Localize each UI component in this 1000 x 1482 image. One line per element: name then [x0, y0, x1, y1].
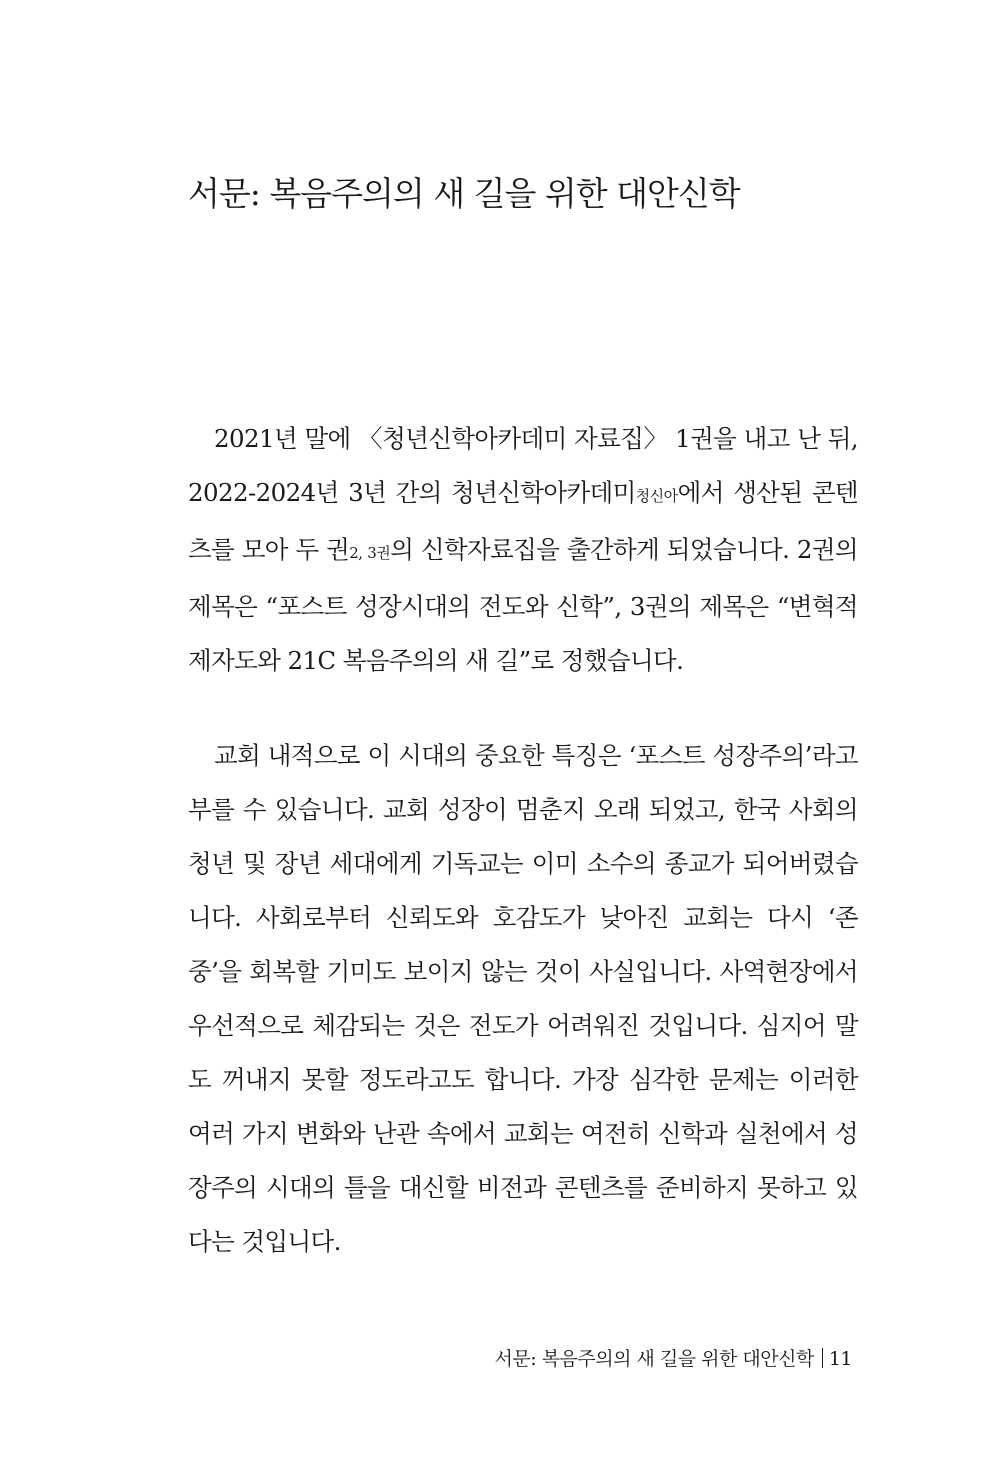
paragraph-2: 교회 내적으로 이 시대의 중요한 특징은 ‘포스트 성장주의’라고 부를 수 있습니다. 교회 성장이 멈춘지 오래 되었고, 한국 사회의 청년 및 장년 세대에게 기독교는 이미 소수의 종교가 되어버렸습니다. 사회로부터 신뢰도와 호감도가 낮아진 교회는 다시 ‘존중’을 회복할 기미도 보이지 않는 것이 사실입니다. 사역현장에서 우선적으로 체감되는 것은 전도가 어려워진 것입니다. 심지어 말도 꺼내지 못할 정도라고도 합니다. 가장 심각한 문제는 이러한 여러 가지 변화와 난관 속에서 교회는 여전히 신학과 실천에서 성장주의 시대의 틀을 대신할 비전과 콘텐츠를 준비하지 못하고 있다는 것입니다.	[188, 741, 858, 1256]
paragraph-1-text-c: 의 신학자료집을 출간하게 되었습니다. 2권의 제목은 “포스트 성장시대의 전도와 신학”, 3권의 제목은 “변혁적 제자도와 21C 복음주의의 새 길”로 정했습니다.	[188, 535, 858, 675]
page-number: 11	[828, 1348, 852, 1370]
footer-divider	[822, 1348, 823, 1368]
paragraph-1-text-a: 2021년 말에 〈청년신학아카데미 자료집〉 1권을 내고 난 뒤, 2022-2024년 3년 간의 청년신학아카데미	[188, 424, 858, 507]
page-footer	[495, 1345, 852, 1373]
chapter-title: 서문: 복음주의의 새 길을 위한 대안신학	[188, 174, 740, 213]
inline-note-volumes: 2, 3권	[349, 544, 391, 562]
running-title: 서문: 복음주의의 새 길을 위한 대안신학	[494, 1348, 814, 1370]
inline-note-abbreviation: 청신아	[635, 487, 678, 505]
paragraph-1	[188, 412, 858, 688]
paragraph-1-text-b: 에서 생산된 콘텐츠를 모아 두 권	[188, 478, 858, 564]
